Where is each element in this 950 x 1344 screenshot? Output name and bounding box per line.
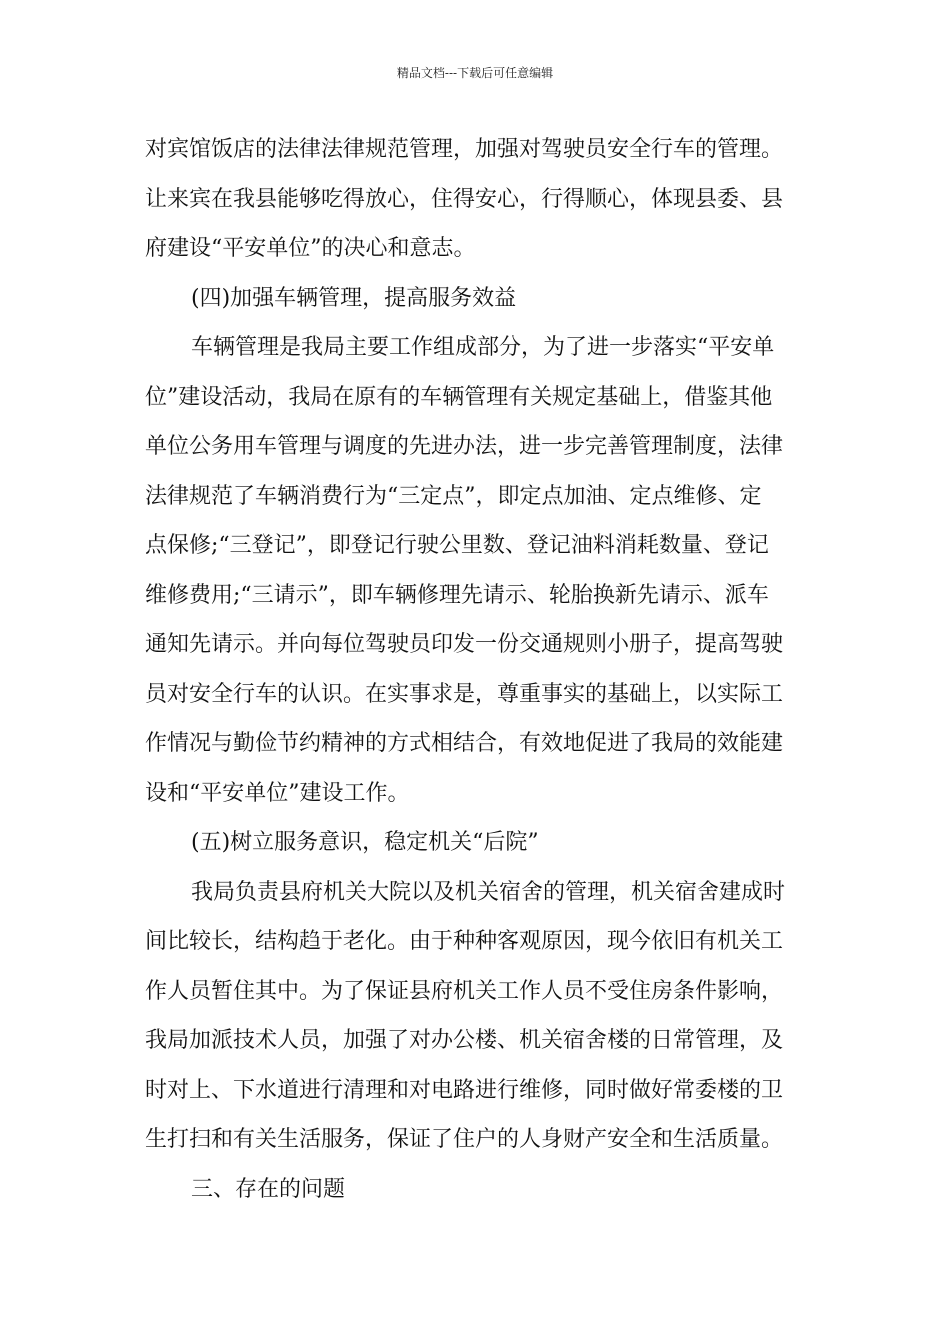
- document-body: [145, 125, 815, 1214]
- text-line: 我局负责县府机关大院以及机关宿舍的管理，机关宿舍建成时: [191, 879, 786, 905]
- text-line: 作人员暂住其中。为了保证县府机关工作人员不受住房条件影响，: [145, 978, 784, 1004]
- text-line: (四)加强车辆管理，提高服务效益: [191, 285, 517, 311]
- text-line: 维修费用;“三请示”，即车辆修理先请示、轮胎换新先请示、派车: [145, 582, 769, 608]
- text-line: 法律规范了车辆消费行为“三定点”，即定点加油、定点维修、定: [145, 483, 762, 509]
- text-line: 三、存在的问题: [191, 1176, 346, 1202]
- text-line: 位”建设活动，我局在原有的车辆管理有关规定基础上，借鉴其他: [145, 384, 773, 410]
- text-line: 通知先请示。并向每位驾驶员印发一份交通规则小册子，提高驾驶: [145, 632, 784, 657]
- text-line: 车辆管理是我局主要工作组成部分，为了进一步落实“平安单: [191, 335, 775, 360]
- text-line: 对宾馆饭店的法律法律规范管理，加强对驾驶员安全行车的管理。: [145, 137, 784, 162]
- text-line: 单位公务用车管理与调度的先进办法，进一步完善管理制度，法律: [145, 434, 784, 459]
- text-line: 时对上、下水道进行清理和对电路进行维修，同时做好常委楼的卫: [145, 1077, 784, 1103]
- text-line: 员对安全行车的认识。在实事求是，尊重事实的基础上，以实际工: [145, 681, 784, 707]
- text-line: 让来宾在我县能够吃得放心，住得安心，行得顺心，体现县委、县: [145, 186, 784, 212]
- page-header: 精品文档---下载后可任意编辑: [396, 66, 554, 80]
- text-line: 我局加派技术人员，加强了对办公楼、机关宿舍楼的日常管理，及: [145, 1028, 784, 1053]
- text-line: 设和“平安单位”建设工作。: [145, 780, 410, 806]
- text-line: 点保修;“三登记”，即登记行驶公里数、登记油料消耗数量、登记: [145, 533, 769, 558]
- text-line: 作情况与勤俭节约精神的方式相结合，有效地促进了我局的效能建: [145, 731, 784, 756]
- text-line: (五)树立服务意识，稳定机关“后院”: [191, 830, 539, 855]
- text-line: 生打扫和有关生活服务，保证了住户的人身财产安全和生活质量。: [145, 1127, 784, 1152]
- text-line: 府建设“平安单位”的决心和意志。: [145, 236, 476, 261]
- text-line: 间比较长，结构趋于老化。由于种种客观原因，现今依旧有机关工: [145, 929, 784, 954]
